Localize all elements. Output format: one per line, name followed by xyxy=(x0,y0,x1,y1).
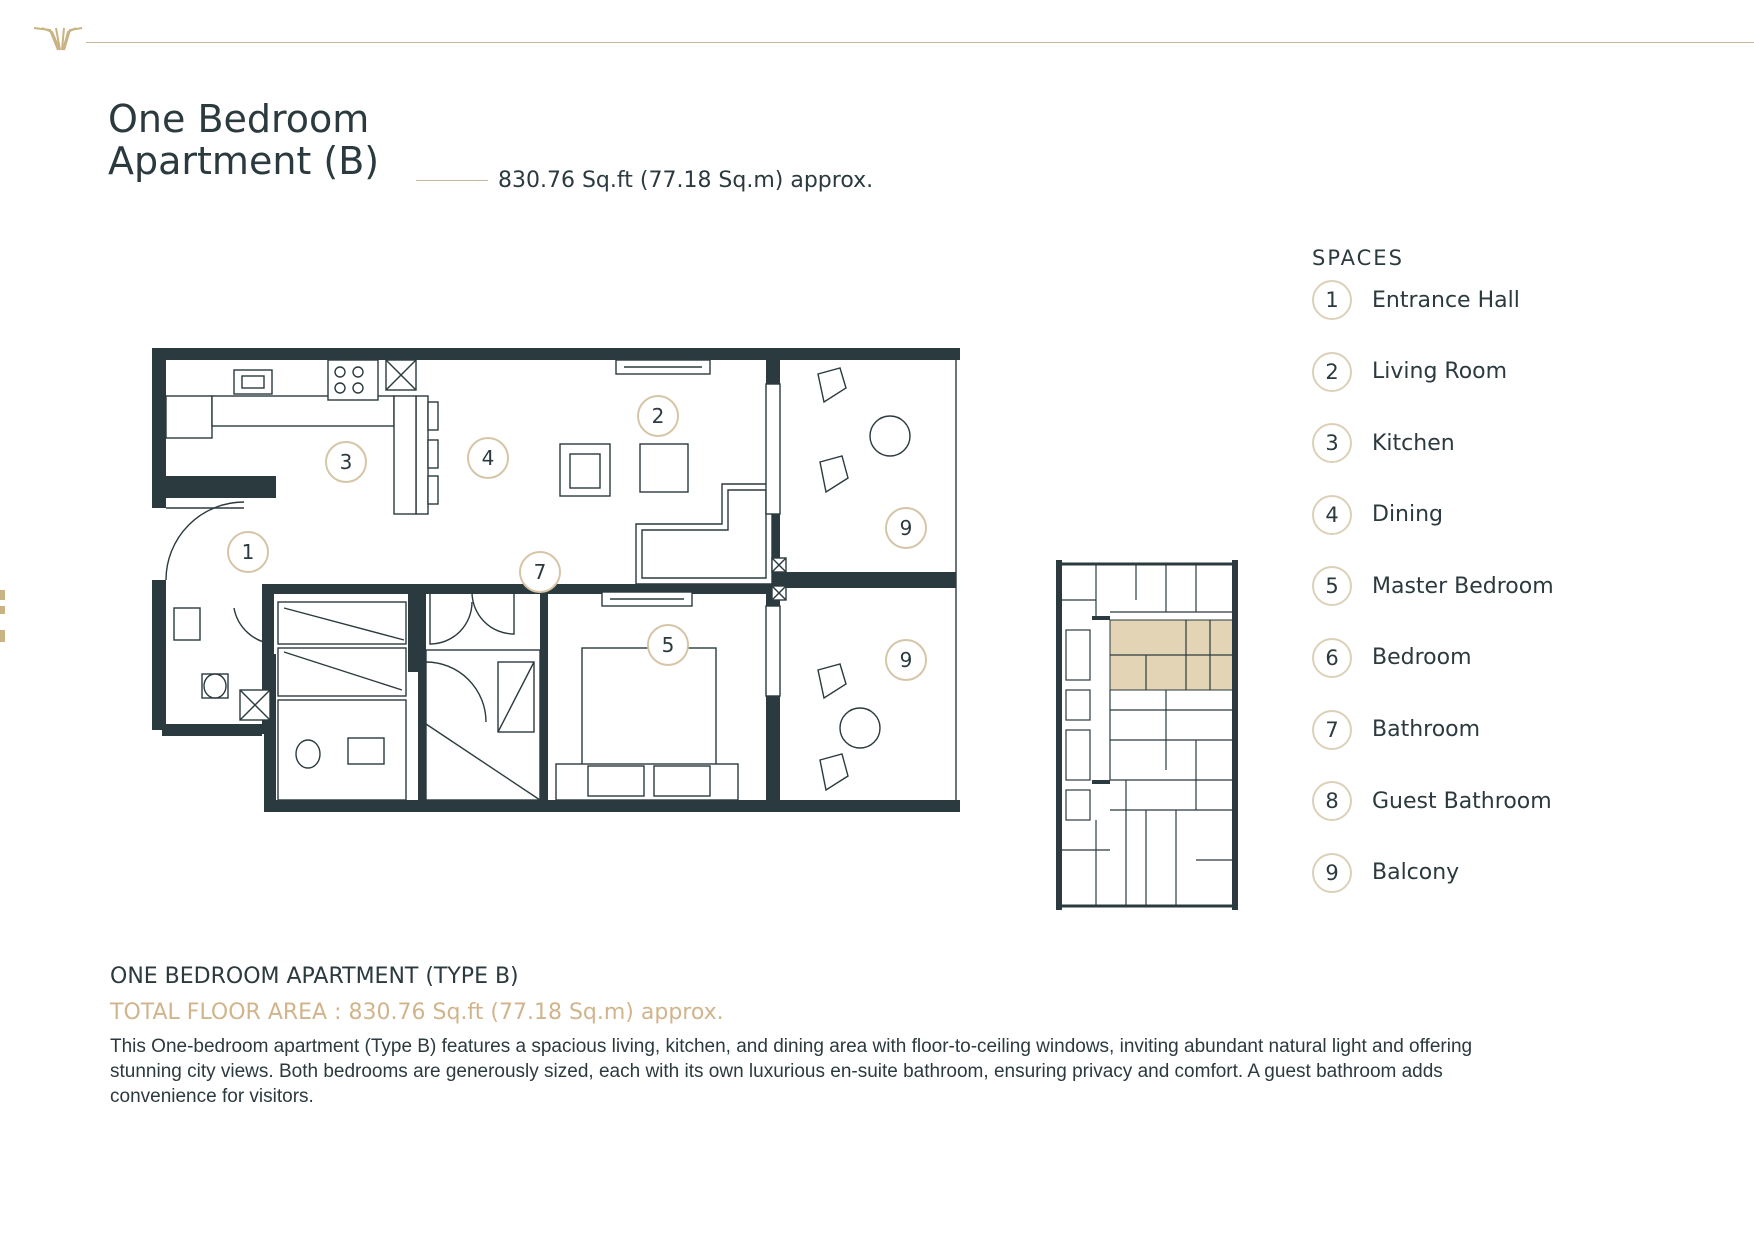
space-number: 1 xyxy=(1312,280,1352,320)
space-label: Guest Bathroom xyxy=(1372,788,1552,814)
wall-kitchen-partition xyxy=(152,476,276,498)
page-number-marker xyxy=(0,590,8,650)
wall-left-bottom xyxy=(264,654,276,812)
key-plan xyxy=(1056,560,1240,910)
wall-bath-bottom xyxy=(162,724,262,736)
plan-label-balcony-1: 9 xyxy=(899,516,913,540)
space-label: Entrance Hall xyxy=(1372,287,1520,313)
page-title xyxy=(108,98,379,182)
space-item-master-bedroom xyxy=(1312,564,1554,608)
space-number: 6 xyxy=(1312,638,1352,678)
space-number: 5 xyxy=(1312,566,1352,606)
space-label: Kitchen xyxy=(1372,430,1455,456)
header-rule xyxy=(86,42,1754,43)
space-item-dining xyxy=(1312,493,1554,537)
spaces-heading: SPACES xyxy=(1312,246,1404,270)
floor-plan xyxy=(148,344,964,824)
space-number: 2 xyxy=(1312,352,1352,392)
space-label: Master Bedroom xyxy=(1372,573,1554,599)
space-label: Dining xyxy=(1372,502,1444,528)
space-label: Bedroom xyxy=(1372,645,1472,671)
wall-top xyxy=(152,348,960,360)
space-label: Balcony xyxy=(1372,860,1460,886)
space-item-kitchen xyxy=(1312,421,1554,465)
plan-label-entrance: 1 xyxy=(241,540,255,564)
space-item-guest-bathroom xyxy=(1312,779,1554,823)
plan-label-bathroom: 7 xyxy=(533,560,547,584)
title-line-2: Apartment (B) xyxy=(108,139,380,183)
space-number: 3 xyxy=(1312,423,1352,463)
area-subtitle: 830.76 Sq.ft (77.18 Sq.m) approx. xyxy=(498,168,874,193)
space-item-living-room xyxy=(1312,350,1554,394)
brand-logo xyxy=(30,24,90,54)
space-number: 4 xyxy=(1312,495,1352,535)
space-number: 7 xyxy=(1312,710,1352,750)
space-item-balcony xyxy=(1312,851,1554,895)
space-number: 8 xyxy=(1312,781,1352,821)
wall-bedroom-left xyxy=(540,592,548,812)
wall-bottom xyxy=(264,800,960,812)
wall-corner xyxy=(948,348,958,360)
plan-label-master-bedroom: 5 xyxy=(661,633,675,657)
description-body: This One-bedroom apartment (Type B) features a spacious living, kitchen, and dining area with floor-to-ceiling windows, inviting abundant natural light and offering stunning city views. Both bedrooms are generously sized, each with its own luxurious en-suite bathroom, ensuring privacy and comfort. A guest bathroom adds convenience for visitors. xyxy=(110,1036,1473,1107)
plan-label-dining: 4 xyxy=(481,446,495,470)
title-line-1: One Bedroom xyxy=(108,97,370,141)
spaces-list xyxy=(1312,278,1554,922)
plan-label-balcony-2: 9 xyxy=(899,648,913,672)
space-item-bathroom xyxy=(1312,708,1554,752)
space-item-entrance-hall xyxy=(1312,278,1554,322)
space-number: 9 xyxy=(1312,853,1352,893)
wall-balcony-divider xyxy=(780,572,956,588)
wall-corridor xyxy=(418,592,426,812)
plan-label-kitchen: 3 xyxy=(339,450,353,474)
space-item-bedroom xyxy=(1312,636,1554,680)
space-label: Bathroom xyxy=(1372,717,1481,743)
wall-corridor-2 xyxy=(408,592,418,672)
total-floor-area: TOTAL FLOOR AREA : 830.76 Sq.ft (77.18 Sq.m) approx. xyxy=(110,1000,724,1025)
space-label: Living Room xyxy=(1372,359,1508,385)
wall-bedroom-top xyxy=(266,584,776,594)
wall-left-lower xyxy=(152,580,166,730)
plan-label-living: 2 xyxy=(651,404,665,428)
area-rule xyxy=(416,180,488,181)
description-heading: ONE BEDROOM APARTMENT (TYPE B) xyxy=(110,964,519,989)
